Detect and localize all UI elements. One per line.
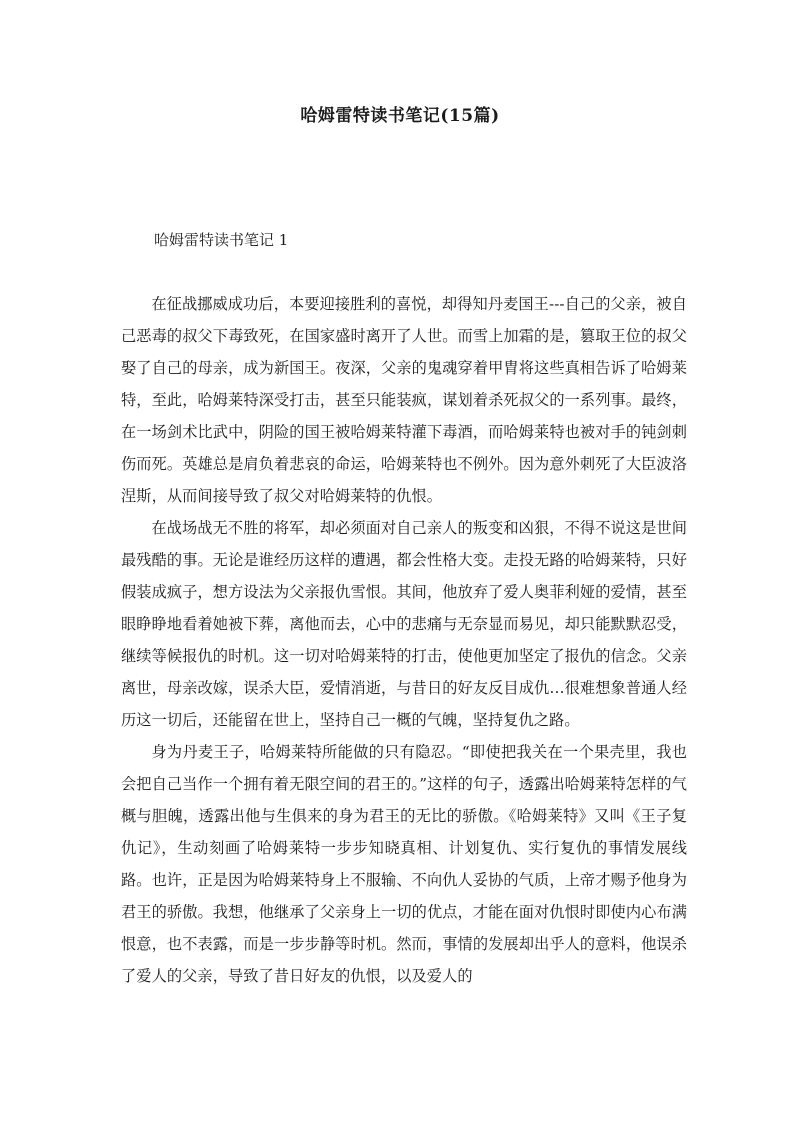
document-title: 哈姆雷特读书笔记(15篇): [300, 106, 500, 126]
section-heading: 哈姆雷特读书笔记 1: [154, 231, 289, 249]
paragraph-3: 身为丹麦王子，哈姆莱特所能做的只有隐忍。“即使把我关在一个果壳里，我也会把自己当作一个拥有着无限空间的君王的。”这样的句子，透露出哈姆莱特怎样的气概与胆魄，透露出他与生俱来的身为君王的无比的骄傲。《哈姆莱特》又叫《王子复仇记》，生动刻画了哈姆莱特一步步知晓真相、计划复仇、实行复仇的事情发展线路。也许，正是因为哈姆莱特身上不服输、不向仇人妥协的气质，上帝才赐予他身为君王的骄傲。我想，他继承了父亲身上一切的优点，才能在面对仇恨时即使内心布满恨意，也不表露，而是一步步静等时机。然而，事情的发展却出乎人的意料，他误杀了爱人的父亲，导致了昔日好友的仇恨，以及爱人的: [121, 743, 687, 985]
paragraph-2: 在战场战无不胜的将军，却必须面对自己亲人的叛变和凶狠，不得不说这是世间最残酷的事。无论是谁经历这样的遭遇，都会性格大变。走投无路的哈姆莱特，只好假装成疯子，想方设法为父亲报仇雪恨。其间，他放弃了爱人奥菲利娅的爱情，甚至眼睁睁地看着她被下葬，离他而去，心中的悲痛与无奈显而易见，却只能默默忍受，继续等候报仇的时机。这一切对哈姆莱特的打击，使他更加坚定了报仇的信念。父亲离世，母亲改嫁，误杀大臣，爱情消逝，与昔日的好友反目成仇…很难想象普通人经历这一切后，还能留在世上，坚持自己一概的气魄，坚持复仇之路。: [121, 519, 687, 729]
paragraph-1: 在征战挪威成功后，本要迎接胜利的喜悦，却得知丹麦国王---自己的父亲，被自己恶毒的叔父下毒致死，在国家盛时离开了人世。而雪上加霜的是，篡取王位的叔父娶了自己的母亲，成为新国王。夜深，父亲的鬼魂穿着甲胄将这些真相告诉了哈姆莱特，至此，哈姆莱特深受打击，甚至只能装疯，谋划着杀死叔父的一系列事。最终，在一场剑术比武中，阴险的国王被哈姆莱特灌下毒酒，而哈姆莱特也被对手的钝剑刺伤而死。英雄总是肩负着悲哀的命运，哈姆莱特也不例外。因为意外刺死了大臣波洛涅斯，从而间接导致了叔父对哈姆莱特的仇恨。: [121, 295, 687, 505]
document-body: [121, 288, 687, 992]
